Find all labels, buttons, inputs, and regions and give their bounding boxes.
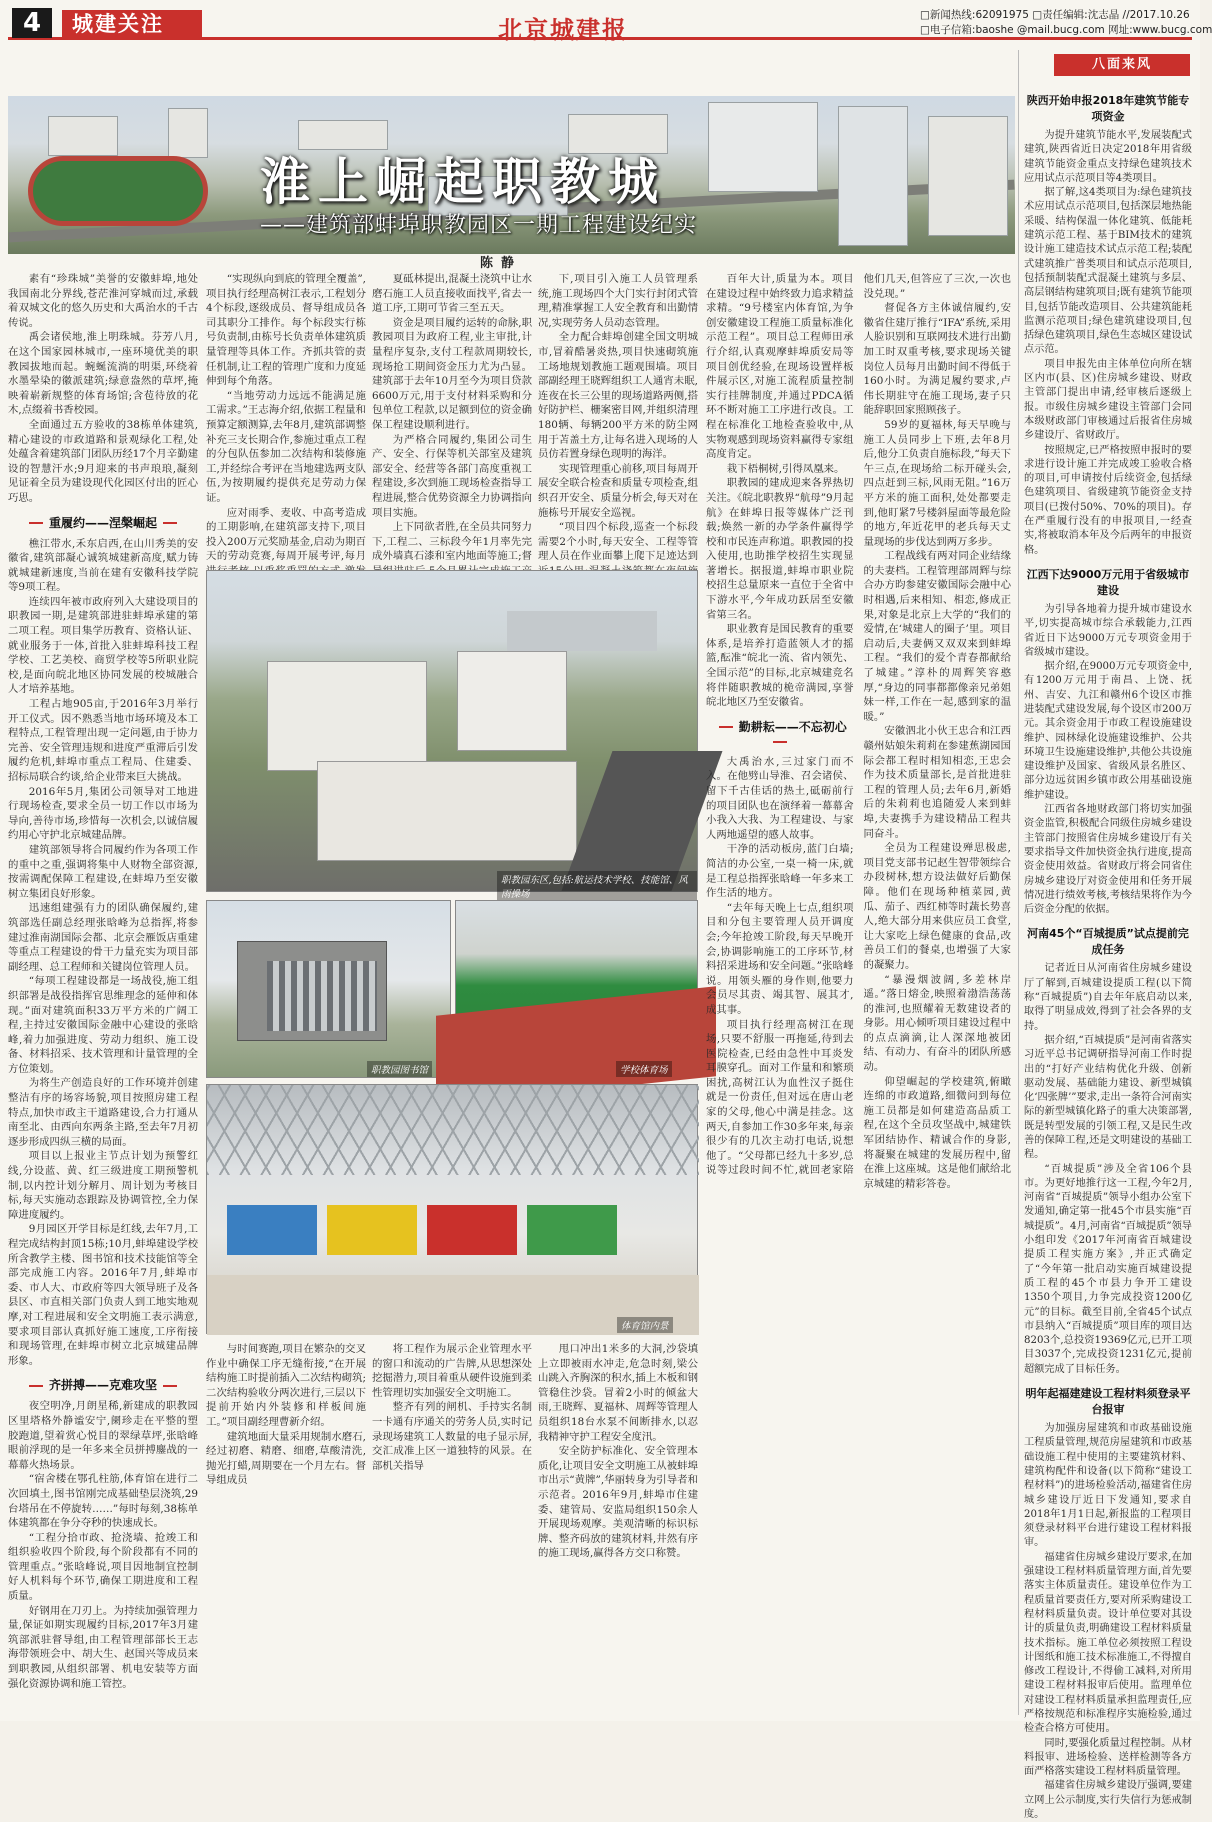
paragraph: 素有“珍珠城”美誉的安徽蚌埠,地处我国南北分界线,苍茫淮河穿城而过,承载着双城文化的悠久历史和大禹治水的千古传说。: [8, 273, 198, 329]
photo-seats-yellow: [327, 1205, 417, 1255]
paragraph: 安徽泗北小伙王忠合和江西赣州姑娘朱莉莉在参建蕉湖园国际会都工程时相知相恋,王忠会作为技术质量部长,是首批进驻工程的管理人员;去年6月,新婚后的朱莉莉也追随爱人来到蚌埠,夫妻携手为建设精品工程共同奋斗。: [863, 725, 1011, 840]
paragraph: 按照规定,已严格按照申报时的要求进行设计施工并完成竣工验收合格的项目,可申请按付后续资金,包括绿色建筑项目、省级建筑节能资金支持项目(已拨付50%、70%的项目)。存在严重履行没有的申报项目,一经查实,将被取消本年及今后两年的申报资格。: [1024, 444, 1192, 556]
paragraph: 据介绍,在9000万元专项资金中,有1200万元用于南昌、上饶、抚州、吉安、九江和赣州6个设区市推进装配式建设发展,每个设区市200万元。其余资金用于市政工程设施建设维护、园林绿化设施建设维护、公共环境卫生设施建设维护,共他公共设施建设维护及国家、省级风景名胜区、部分边远贫困乡镇市政公用基础设施维护建设。: [1024, 661, 1192, 801]
hero-building: [48, 116, 118, 156]
paragraph: 59岁的夏福林,每天早晚与施工人员同步上下班,去年8月后,他分工负责自施标段,“每天下午三点,在现场给二标开碰头会,四点赶到三标,风雨无阻。”16万平方米的施工面积,处处都要走到,他盯紧7号楼斜屋面等最危险的地方,年近花甲的老兵每天丈量现场的步伐达到两万多步。: [863, 418, 1011, 548]
paragraph: 整齐有列的闸机、手持实名制一卡通有序通关的劳务人员,实时记录现场建筑工人数量的电子显示屏,交汇成准上区一道独特的风景。在部机关指导: [372, 1401, 532, 1472]
paragraph: 据了解,这4类项目为:绿色建筑技术应用试点示范项目,包括深层地热能采暖、结构保温一体化建筑、低能耗建筑示范工程、基于BIM技术的建筑设计施工建造技术试点示范工程;装配式建筑推广普类项目和试点示范项目,包括预制装配式混凝土建筑与多层、高层钢结构建筑项目;既有建筑节能项目,包括节能改造项目、公共建筑能耗监测示范项目;绿色建筑建设项目,包括绿色建筑项目,绿色生态城区建设试点示范。: [1024, 187, 1192, 356]
sidebar-item-body: [1024, 962, 1192, 1377]
subheading: 重履约——涅槃崛起: [8, 514, 198, 531]
photo-caption: 学校体育场: [616, 1061, 672, 1077]
paragraph: 上下同欲者胜,在全员共同努力下,工程二、三标段今年1月率先完成外墙真石漆和室内地面等施工;督: [372, 521, 532, 563]
paragraph: 为提升建筑节能水平,发展装配式建筑,陕西省近日决定2018年用省级建筑节能资金重点支持绿色建筑技术应用试点示范项目等4类项目。: [1024, 130, 1192, 184]
paragraph: 好钢用在刀刃上。为持续加强管理力量,保证如期实现履约目标,2017年3月建筑部派驻督导组,由工程管理部部长王志海带领班会中、胡大生、赵国兴等成员来到职教园,从组织部署、机电安装等方面强化资源协调和施工管控。: [8, 1604, 198, 1690]
paragraph: 资金是项目履约运转的命脉,职教园项目为政府工程,业主审批,计量程序复杂,支付工程款周期较长,现场抢工期间资金压力尤为凸显。建筑部于去年10月至今为项目贷款6600万元,用于支付材料采购和分包单位工程款,以足额到位的资金确保工程建设顺利进行。: [372, 316, 532, 431]
subheading: 齐拼搏——克难攻坚: [8, 1376, 198, 1393]
sidebar-item-body: [1024, 129, 1192, 558]
paragraph: 干净的活动板房,蓝门白墙;简洁的办公室,一桌一椅一床,就是工程总指挥张晗峰一年多来工作生活的地方。: [706, 843, 854, 900]
sidebar-item-body: [1024, 1422, 1192, 1822]
paragraph: 安全防护标准化、安全管理本质化,让项目安全文明施工从被蚌埠市出示“黄牌”,华丽转身为引导者和示范者。2016年9月,蚌埠市住建委、建管局、安监局组织150余人开展现场观摩。美观清晰的标识标牌、整齐码放的建筑材料,井然有序的施工现场,赢得各方交口称赞。: [538, 1445, 698, 1560]
article-column-4-top: [538, 272, 698, 562]
paragraph: 将工程作为展示企业管理水平的窗口和流动的广告牌,从思想深处挖掘潜力,项目着重从硬件设施到柔性管理切实加强安全文明施工。: [372, 1343, 532, 1399]
photo-seats-blue: [227, 1205, 317, 1255]
article-title: 淮上崛起职教城: [260, 152, 666, 211]
article-column-5: [706, 272, 1011, 1712]
paper-name: 北京城建报: [498, 15, 628, 44]
page-number: 4: [12, 8, 52, 38]
subheading: 勤耕耘——不忘初心: [706, 718, 854, 749]
article-subtitle: ——建筑部蚌埠职教园区一期工程建设纪实: [260, 213, 698, 238]
masthead: [8, 6, 1212, 44]
photo-seats-red: [427, 1205, 517, 1255]
paragraph: “实现纵向到底的管理全覆盖”,项目执行经理高树江表示,工程划分4个标段,逐级成员、督导组成员各司其职分工排作。每个标段实行栋号负责制,由栋号长负责单体建筑质量管理等具体工作。齐抓共管的责任机制,让工程的管理广度和力度延伸到每个角落。: [206, 273, 366, 388]
paragraph: 职教园的建成迎来各界热切关注。《皖北职教界“航母”9月起航》在蚌埠日报等媒体广泛刊载;焕然一新的办学条件赢得学校和市民连声称道。职教园的投入使用,也助推学校招生实现显著增长。据报道,蚌埠市职业院校招生总量原来一直位于全省中下游水平,今年成功跃居至安徽省第三名。: [706, 477, 854, 621]
paragraph: 实现管理重心前移,项目每周开展安全联合检查和质量专项检查,组织召开安全、质量分析会,每天对在施栋号开展安全巡视。: [538, 462, 698, 519]
paragraph: 建筑部领导将合同履约作为各项工作的重中之重,强调将集中人财物全部资源,按需调配保障工程建设,在蚌埠乃至安徽树立集团良好形象。: [8, 843, 198, 900]
paragraph: 夏砥林提出,混凝土浇筑中让水磨石施工人员直接收面找平,省去一道工序,工期可节省三至五天。: [372, 273, 532, 315]
paragraph: 为引导各地着力提升城市建设水平,切实提高城市综合承载能力,江西省近日下达9000万元专项资金用于省级城市建设。: [1024, 603, 1192, 658]
paragraph: 甩口冲出1米多的大洞,沙袋填上立即被雨水冲走,危急时刻,梁公山跳入齐胸深的积水,插上木板和钢管稳住沙袋。冒着2小时的倾盆大雨,王晓辉、夏福林、周辉等管理人员组织18台水泵不间断排水,以忍我精神守护工程安全度汛。: [538, 1343, 698, 1443]
photo-building: [507, 611, 657, 651]
paragraph: 9月园区开学目标是红线,去年7月,工程完成结构封顶15栋;10月,蚌埠建设学校所含教学主楼、图书馆和技术技能馆等全部完成施工内容。2016年7月,蚌埠市委、市人大、市政府等四大领导班子及各县区、市直相关部门负责人到工地实地观摩,对工程进展和安全文明施工表示满意,要求项目部认真抓好施工速度,工序衔接和现场管理,在蚌埠市树立北京城建品牌形象。: [8, 1223, 198, 1367]
paragraph: “百城提质”涉及全省106个县市。为更好地推行这一工程,今年2月,河南省“百城提质”领导小组办公室下发通知,确定第一批45个市县实施“百城提质”。4月,河南省“百城提质”领导小组印发《2017年河南省百城建设提质工程实施方案》,并正式确定了“今年第一批启动实施百城建设提质工程的45个市县力争开工建设1350个项目,力争完成投资1200亿元”的目标。截至目前,全省45个试点市县纳入“百城提质”项目库的项目达8203个,总投资19369亿元,已开工项目3037个,完成投资1231亿元,提前超额完成了目标任务。: [1024, 1163, 1192, 1375]
photo-seats-green: [527, 1205, 617, 1255]
sidebar-item-title: 河南45个“百城提质”试点提前完成任务: [1027, 927, 1189, 957]
paragraph: 迅速组建强有力的团队确保履约,建筑部选任副总经理张晗峰为总指挥,将参建过淮南湖国际会都、北京会雁饭店重建等重点工程建设的骨干力量充实为项目部副经理、总工程师和关键岗位管理人员。: [8, 902, 198, 973]
masthead-info-line2: □电子信箱:baoshe @mail.bucg.com 网址:www.bucg.com: [920, 24, 1212, 36]
paragraph: 全面通过五方验收的38栋单体建筑,精心建设的市政道路和景观绿化工程,处处蕴含着建筑部门团队历经17个月辛勤建设的智慧汗水;9月迎来的书声琅琅,凝刻见证着全员为建设现代化园区付出的匠心巧思。: [8, 418, 198, 504]
paragraph: 福建省住房城乡建设厅要求,在加强建设工程材料质量管理方面,首先要落实主体质量责任。建设单位作为工程质量首要责任方,要对所采购建设工程材料质量负责。设计单位要对其设计的质量负责,明确建设工程材料质量技术指标。施工单位必须按照工程设计图纸和施工技术标准施工,不得擅自修改工程设计,不得偷工减料,对所用建设工程材料报审后使用。监理单位对建设工程材料质量承担监理责任,应严格按规范和标准程序实施检验,通过检查合格方可使用。: [1024, 1551, 1192, 1735]
paragraph: “项目四个标段,巡查一个标段需要2个小时,每天安全、工程等管理人员在作业面攀上爬下足迹达到: [538, 521, 698, 563]
paragraph: 百年大计,质量为本。项目在建设过程中始终致力追求精益求精。“9号楼室内体育馆,为争创安徽建设工程施工质量标准化示范工程”。项目总工程师田承行介绍,认真观摩蚌埠质安局等项目创优经验,在现场设置样板件展示区,对施工流程质量控制实行挂牌制度,并通过PDCA循环不断对施工工序进行改良。工程在标准化工地检查验收中,从实物观感到现场资料赢得专家组高度肯定。: [706, 273, 854, 461]
photo-roof-truss: [207, 1085, 699, 1175]
paragraph: 项目以上报业主节点计划为预警红线,分设蓝、黄、红三级进度工期预警机制,以内控计划分解月、周计划为考核目标,每天实施动态跟踪及协调管控,全力保障进度履约。: [8, 1150, 198, 1221]
paragraph: 夜空明净,月朗星稀,新建成的职教园区里塔格外静谧安宁,阑珍走在平整的塑胶跑道,望着赏心悦目的翠绿草坪,张晗峰眼前浮现的是一年多来全员拼搏鏖战的一幕幕火热场景。: [8, 1400, 198, 1471]
paragraph: 为严格合同履约,集团公司生产、安全、行保等机关部室及建筑部安全、经营等各部门高度重视工程建设,多次到施工现场检查指导工程进展,整合优势资源全力协调指向项目实施。: [372, 433, 532, 519]
paragraph: 职业教育是国民教育的重要体系,是培养打造蓝领人才的摇篮,酝准“皖北一流、省内领先、全国示范”的目标,北京城建竞名将伴随职教城的桅帝满园,享誉皖北地区乃至安徽省。: [706, 623, 854, 709]
paragraph: 同时,要强化质量过程控制。从材料报审、进场检验、送样检测等各方面严格落实建设工程材料质量管理。: [1024, 1737, 1192, 1778]
article-column-3-bottom: [372, 1342, 532, 1712]
photo-caption: 职教园图书馆: [367, 1061, 432, 1077]
sidebar-news: [1024, 54, 1192, 1821]
masthead-info-line1: □新闻热线:62091975 □责任编辑:沈志晶 //2017.10.26: [920, 9, 1190, 21]
paragraph: 仰望崛起的学校建筑,俯瞰连绵的市政道路,细微问到每位施工员都是如何建造高品质工程,在这个全员攻坚战中,城建铁军团结协作、精诚合作的身影,将凝聚在城建的发展历程中,留在淮上这座城。这是他们献给北京城建的精彩答卷。: [863, 1075, 1011, 1190]
paragraph: “去年每天晚上七点,组织项目和分包主要管理人员开调度会;今年抢竣工阶段,每天早晚开会,协调影响施工的工序环节,材料招采进场和安全问题。”张晗峰说。用领头雁的身作则,他要力会员尽其责、竭其智、展其才,成其事。: [706, 901, 854, 1016]
paragraph: 全力配合蚌埠创建全国文明城市,冒着酷暑炎热,项目快速砌筑施工场地规划教施工题观围墙。项目部副经理王晓辉组织工人通宵未眠,连夜在长三公里的现场道路两侧,搭好防护栏、栅案密目网,并组织清理180辆、每辆200平方米的防尘网用于苫盖土方,让每名进入现场的人员仿若置身绿色现明的海洋。: [538, 331, 698, 461]
sidebar-header: 八面来风: [1054, 54, 1190, 76]
article-column-4-bottom: [538, 1342, 698, 1712]
sidebar-content: [1024, 84, 1192, 1821]
article-column-3-top: [372, 272, 532, 562]
paragraph: 工程占地905亩,于2016年3月举行开工仪式。因不熟悉当地市场环境及本工程特点,工程管理出现一定问题,由于协力完善、安全管理违规和进度严重滞后引发履约危机,蚌埠市重点工程局、住建委、招标局联合约谈,给企业带来巨大挑战。: [8, 698, 198, 783]
hero-building: [708, 102, 818, 192]
photo-building: [457, 651, 567, 751]
gym-interior-photo: [206, 1084, 698, 1334]
paragraph: “每项工程建设都是一场战役,施工组织部署是战役指挥官思维理念的延伸和体现。”面对建筑面积33万平方米的广阔工程,主持过安徽国际金融中心建设的张晗峰,着力加强进度、劳动力组织、施工设备、材料招采、技术管理和计量管理的全方位策划。: [8, 975, 198, 1075]
paragraph: “工程分拾市政、抢浇墙、抢竣工和组织验收四个阶段,每个阶段都有不同的管理重点。”张晗峰说,项目因地制宜控制好人机料每个环节,确保工期进度和工程质量。: [8, 1531, 198, 1603]
sidebar-item-title: 陕西开始申报2018年建筑节能专项资金: [1026, 94, 1190, 123]
paragraph: 福建省住房城乡建设厅强调,要建立网上公示制度,实行失信行为惩戒制度。: [1024, 1780, 1192, 1821]
paragraph: “当地劳动力远远不能满足施工需求。”王志海介绍,依据工程量和预算定额测算,去年8月,建筑部调整补充三支长期合作,参施过重点工程的分包队伍参加二次结构和装修施工,并经综合考评在当地建选两支队伍,为按期履约提供充足劳动力保证。: [206, 389, 366, 504]
paragraph: 为加强房屋建筑和市政基础设施工程质量管理,规范房屋建筑和市政基础设施工程中使用的主要建筑材料、建筑构配件和设备(以下简称“建设工程材料”)的进场检验活动,福建省住房城乡建设厅近日下发通知,要求自2018年1月1日起,新报监的工程项目须登录材料平台进行建设工程材料报审。: [1024, 1423, 1192, 1549]
hero-building: [928, 116, 1008, 236]
section-name: 城建关注: [62, 10, 202, 38]
library-photo: [206, 900, 451, 1078]
hero-track-field: [28, 156, 208, 226]
hero-building: [168, 108, 208, 158]
paragraph: 工程战线有两对同企业结缘的夫妻档。工程管理部周辉与综合办方昀参建安徽国际会融中心时相遇,后来相知、相恋,修成正果,对象是北京上大学的“我们的爱情,在‘城建人的圈子’里。项目启动后,夫妻俩又双双来到蚌埠工程。“我们的爱个青春都献给了城建。”淳朴的周辉笑容憨厚,“身边的同事都都像亲兄弟姐妹一样,工作在一起,感到家的温暖。”: [863, 550, 1011, 723]
sidebar-item-body: [1024, 603, 1192, 918]
byline: 陈静: [480, 256, 523, 271]
paragraph: 2016年5月,集团公司领导对工地进行现场检查,要求全员一切工作以市场为导向,善待市场,珍惜每一次机会,以诚信履约用心守护北京城建品牌。: [8, 785, 198, 842]
paragraph: 禹会诸侯地,淮上明珠城。芬芳八月,在这个国家园林城市,一座环境优美的职教园拔地而起。蜿蜒流淌的明渠,环绕着水墨晕染的徽派建筑;绿意盎然的草坪,掩映着崭新规整的体育场馆;含苞待放的花木,点缀着书香校园。: [8, 331, 198, 417]
paragraph: 项目执行经理高树江在现场,只要不舒服一再拖延,待到去医院检查,已经由急性中耳炎发耳膜穿孔。面对工作量和和繁琐困扰,高树江认为血性汉子挺住就是一份责任,但对远在唐山老家的父母,他心中满是挂念。这两天,自参加工作30多年来,每亲很少有的几次主动打电话,说想他了。“父母都已经九十多岁,总说等过段时间不忙,就回老家陪他们几天,但答应了三次,一次也没兑现。”: [706, 273, 1011, 1177]
photo-building: [317, 761, 577, 861]
photo-building: [267, 661, 427, 771]
paragraph: 记者近日从河南省住房城乡建设厅了解到,百城建设提质工程(以下简称“百城提质”)自去年年底启动以来,取得了明显成效,得到了社会各界的支持。: [1024, 963, 1192, 1032]
article-column-1: [8, 272, 198, 1712]
campus-photo: [206, 570, 698, 900]
paragraph: “暴漫烟波阔,多差林岸遥。”落日熔金,映照着渤浩荡荡的淮河,也照耀着无数建设者的身影。用心倾听项目建设过程中的点点滴滴,让人深深地被团结、有动力、有奋斗的团队所感动。: [863, 973, 1011, 1074]
column-divider: [1018, 50, 1019, 1715]
paragraph: 栽下梧桐树,引得凤凰来。: [726, 462, 845, 475]
photo-caption: 体育馆内景: [617, 1317, 673, 1333]
paragraph: “宿舍楼在鄂孔柱筋,体育馆在进行二次回填土,图书馆刚完成基础垫层浇筑,29台塔吊在不停旋转……”每时每刻,38栋单体建筑都在争分夺秒的快速成长。: [8, 1473, 198, 1530]
paragraph: 为将生产创造良好的工作环境并创建整洁有序的场容场貌,项目按照房建工程特点,加快市政主干道路建设,合力打通从南至北、由西向东两条主路,至去年7月初逐步形成四纵三横的局面。: [8, 1077, 198, 1148]
sports-field-photo: [455, 900, 698, 1078]
paragraph: 项目申报先由主体单位向所在辖区内市(县、区)住房城乡建设、财政主管部门提出申请,经审核后逐级上报。市级住房城乡建设主管部门会同本级财政部门审核通过后报省住房城乡建设厅、省财政厅。: [1024, 358, 1192, 442]
paragraph: 连续四年被市政府列入大建设项目的职教园一期,是建筑部进驻蚌埠承建的第二项工程。项目集学历教育、资格认证、就业服务于一体,首批入驻蚌埠科技工程学校、工艺美校、商贸学校等5所职业院校,是面向皖北地区协同发展的校城融合人才培养基地。: [8, 595, 198, 696]
photo-building-windows: [267, 961, 377, 1031]
paragraph: 全员为工程建设殚思极虑,项目党支部书记赵生智带领综合办段树林,想方设法做好后勤保障。他们在现场种植菜园,黄瓜、茄子、西红柿等时蔬长势喜人,绝大部分用来供应员工食堂,让大家吃上绿色健康的食品,改善员工们的餐桌,也增强了大家的凝聚力。: [863, 842, 1011, 971]
paragraph: 樵江带水,禾东启西,在山川秀美的安徽省,建筑部凝心诚筑城建新高度,赋力铸就城建新速度,当前在建有安徽科技学院等9项工程。: [8, 537, 198, 594]
paragraph: 与时间赛跑,项目在繁杂的交叉作业中确保工序无缝衔接,“在开展结构施工时提前插入二次结构砌筑;二次结构验收分两次进行,三层以下提前开始内外装修和样板间施工。”项目副经理曹新介绍。: [206, 1343, 366, 1428]
article-column-2-bottom: [206, 1342, 366, 1712]
paragraph: 应对雨季、麦收、中高考造成的工期影响,在建筑部支持下,项目投入200万元奖励基金,启动为期百天的劳动竞赛,每周开展考评,每月: [206, 506, 366, 563]
paragraph: 建筑地面大量采用规制水磨石,经过初磨、精磨、细磨,草酸清洗,抛光打蜡,周期要在一个月左右。督导组成员: [206, 1430, 366, 1487]
sidebar-item-title: 明年起福建建设工程材料须登录平台报审: [1025, 1387, 1191, 1417]
hero-building: [838, 106, 908, 246]
paragraph: 据介绍,“百城提质”是河南省落实习近平总书记调研指导河南工作时提出的“打好产业结构优化升级、创新驱动发展、基础能力建设、新型城镇化‘四张牌’”要求,走出一条符合河南实际的新型城镇化路子的重大决策部署,既是转型发展的引领工程,又是民生改善的保障工程,还是文明建设的基础工程。: [1024, 1034, 1192, 1161]
article-column-2-top: [206, 272, 366, 562]
paragraph: 督促各方主体诚信履约,安徽省住建厅推行“IFA”系统,采用人脸识别和互联网技术进行出勤加工时双重考核,要求现场关键岗位人员每月出勤时间不得低于160小时。为满足履约要求,卢伟长期驻守在施工现场,妻子只能辞职回家照顾孩子。: [863, 302, 1011, 417]
photo-road: [562, 751, 723, 891]
paragraph: 大禹治水,三过家门而不入。在他劈山导淮、召会诸侯、留下千古佳话的热土,砥砺前行的项目团队也在演绎着一幕幕舍小我入大我、为工程建设、与家人两地遥望的感人故事。: [706, 755, 854, 841]
paragraph: 江西省各地财政部门将切实加强资金监管,积极配合同级住房城乡建设主管部门按照省住房城乡建设厅有关要求指导文件加快资金执行进度,提高资金使用效益。省财政厅将会同省住房城乡建设厅对资金使用和任务开展情况进行绩效考核,考核结果将作为今后资金分配的依据。: [1024, 804, 1192, 916]
paragraph: 下,项目引入施工人员管理系统,施工现场四个大门实行封闭式管理,精准掌握工人安全教育和出勤情况,实现劳务人员动态管理。: [538, 273, 698, 329]
photo-caption: 职教园东区,包括:航运技术学校、技能馆、风雨操场: [497, 871, 697, 901]
masthead-info: [920, 8, 1212, 38]
sidebar-item-title: 江西下达9000万元用于省级城市建设: [1026, 567, 1190, 597]
